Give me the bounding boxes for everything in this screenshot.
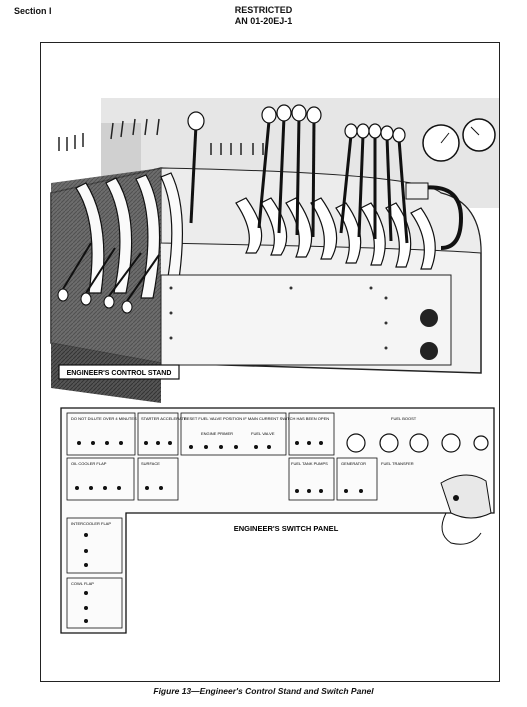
control-stand-drawing — [41, 43, 499, 681]
document-number: AN 01-20EJ-1 — [234, 16, 293, 26]
svg-text:STARTER ACCELERATE: STARTER ACCELERATE — [141, 416, 187, 421]
restricted-label: RESTRICTED — [234, 5, 293, 15]
propeller-switch-upper — [420, 309, 438, 327]
svg-text:RESET FUEL VALVE POSITION IF M: RESET FUEL VALVE POSITION IF MAIN CURRENT SWITCH HAS BEEN OPEN — [184, 416, 330, 421]
section-label: Section I — [14, 6, 52, 16]
svg-text:DO NOT DILUTE OVER 4 MINUTES: DO NOT DILUTE OVER 4 MINUTES — [71, 416, 137, 421]
propeller-switch-lower — [420, 342, 438, 360]
page-header — [0, 5, 527, 27]
switch-panel — [61, 408, 494, 633]
svg-text:OIL COOLER FLAP: OIL COOLER FLAP — [71, 461, 107, 466]
switch-panel-label: ENGINEER'S SWITCH PANEL — [233, 524, 339, 533]
cable-connector — [406, 183, 428, 199]
svg-text:INTERCOOLER FLAP: INTERCOOLER FLAP — [71, 521, 112, 526]
svg-text:SURFACE: SURFACE — [141, 461, 160, 466]
svg-text:FUEL BOOST: FUEL BOOST — [391, 416, 417, 421]
svg-text:ENGINE PRIMER: ENGINE PRIMER — [201, 431, 234, 436]
front-plate — [161, 275, 451, 365]
svg-text:FUEL VALVE: FUEL VALVE — [251, 431, 275, 436]
svg-text:COWL FLAP: COWL FLAP — [71, 581, 94, 586]
svg-text:FUEL TRANSFER: FUEL TRANSFER — [381, 461, 414, 466]
figure-caption: Figure 13—Engineer's Control Stand and Switch Panel — [153, 686, 374, 696]
svg-text:GENERATOR: GENERATOR — [341, 461, 366, 466]
figure-illustration — [40, 42, 500, 682]
svg-text:FUEL TANK PUMPS: FUEL TANK PUMPS — [291, 461, 328, 466]
stand-label: ENGINEER'S CONTROL STAND — [66, 370, 172, 377]
